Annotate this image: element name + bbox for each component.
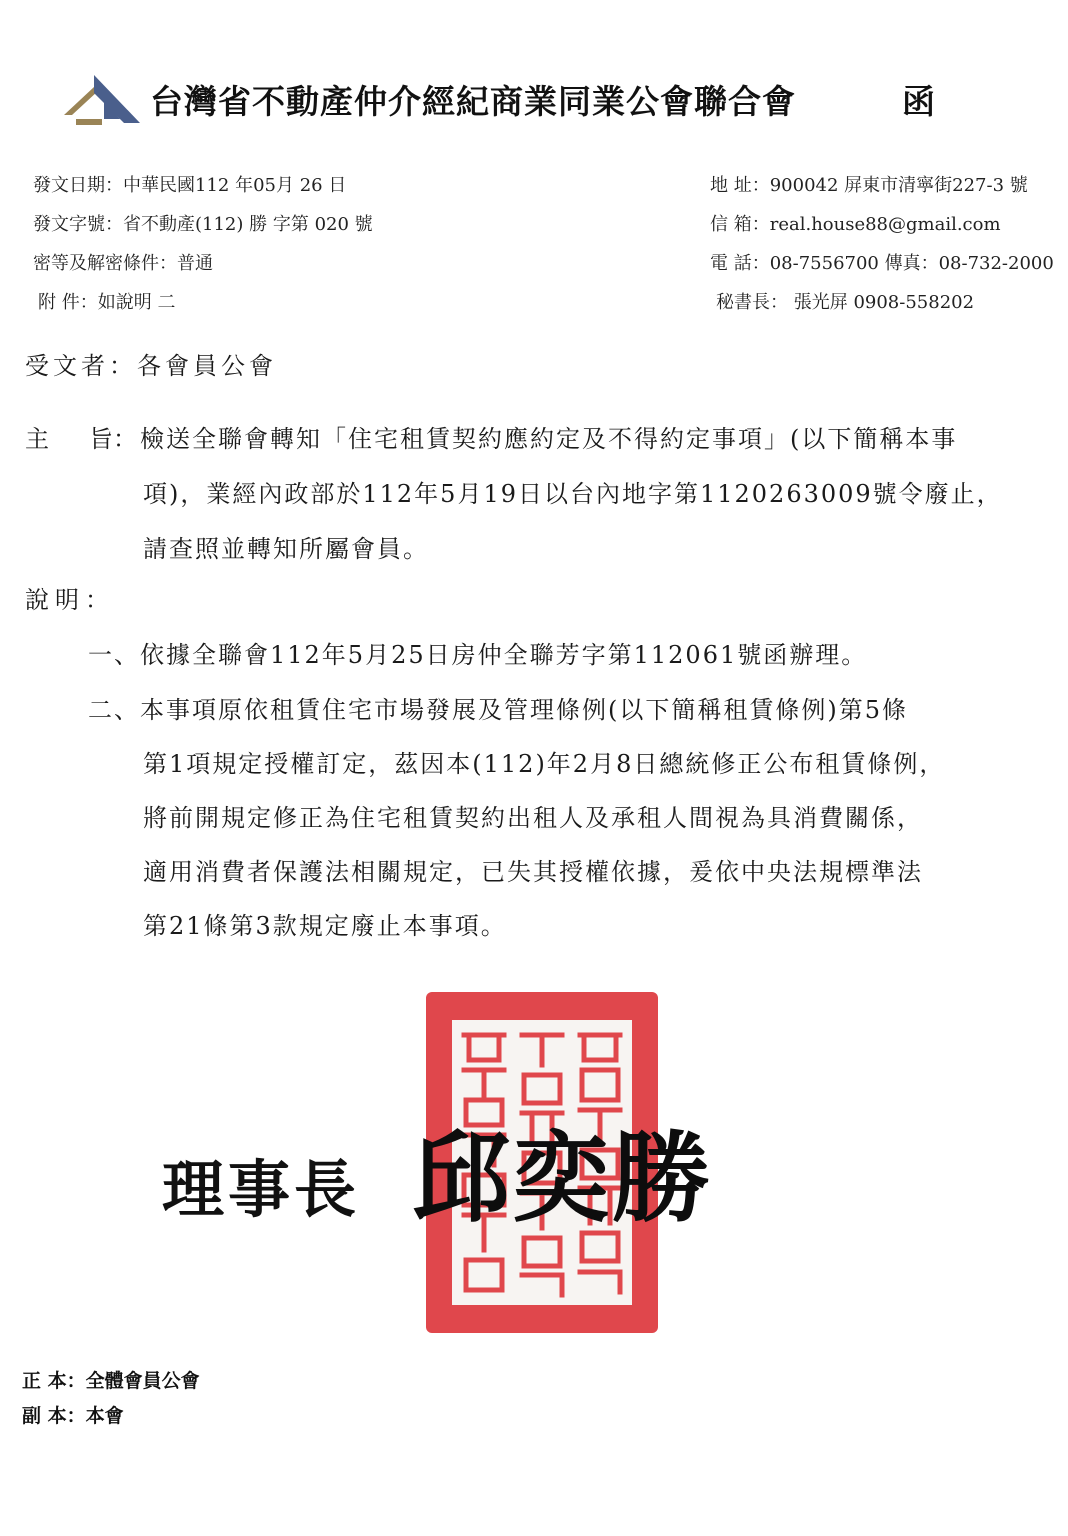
recipient: 受文者：各會員公會 (25, 352, 277, 380)
subject-label-b: 旨： (89, 425, 137, 453)
subject-line-1: 檢送全聯會轉知「住宅租賃契約應約定及不得約定事項」(以下簡稱本事 (140, 425, 958, 453)
association-logo (62, 73, 140, 125)
signatory-name: 邱奕勝 (412, 1122, 713, 1236)
explanation-item-2-line-5: 第21條第3款規定廢止本事項。 (143, 912, 507, 940)
explanation-label: 說明： (25, 586, 115, 614)
confidentiality-level: 密等及解密條件：普通 (33, 253, 213, 274)
document-type: 函 (902, 82, 935, 121)
address: 地 址：900042 屏東市清寧街227-3 號 (710, 175, 1028, 196)
secretary-general: 秘書長： 張光屏 0908-558202 (716, 292, 975, 313)
subject-label-a: 主 (25, 425, 49, 453)
subject-line-2: 項)，業經內政部於112年5月19日以台內地字第1120263009號令廢止， (143, 480, 1003, 508)
explanation-item-2-line-3: 將前開規定修正為住宅租賃契約出租人及承租人間視為具消費關係， (143, 804, 923, 832)
explanation-item-2-line-2: 第1項規定授權訂定，茲因本(112)年2月8日總統修正公布租賃條例， (143, 750, 946, 778)
signatory-title: 理事長 (162, 1153, 361, 1226)
explanation-item-2: 二、本事項原依租賃住宅市場發展及管理條例(以下簡稱租賃條例)第5條 (88, 696, 908, 724)
copy-distribution: 副 本：本會 (22, 1405, 124, 1427)
issue-date: 發文日期：中華民國112 年05月 26 日 (33, 175, 347, 196)
explanation-item-1: 一、依據全聯會112年5月25日房仲全聯芳字第112061號函辦理。 (88, 641, 868, 669)
subject-label (25, 419, 137, 454)
document-number: 發文字號：省不動產(112) 勝 字第 020 號 (33, 214, 373, 235)
phone-fax: 電 話：08-7556700 傳真：08-732-2000 (710, 253, 1054, 274)
subject-line-3: 請查照並轉知所屬會員。 (143, 535, 429, 563)
email: 信 箱：real.house88@gmail.com (710, 214, 1001, 235)
explanation-item-2-line-4: 適用消費者保護法相關規定，已失其授權依據，爰依中央法規標準法 (143, 858, 923, 886)
attachments: 附 件：如說明 二 (38, 292, 176, 313)
original-distribution: 正 本：全體會員公會 (22, 1370, 200, 1392)
organization-title: 台灣省不動產仲介經紀商業同業公會聯合會 (150, 82, 796, 121)
